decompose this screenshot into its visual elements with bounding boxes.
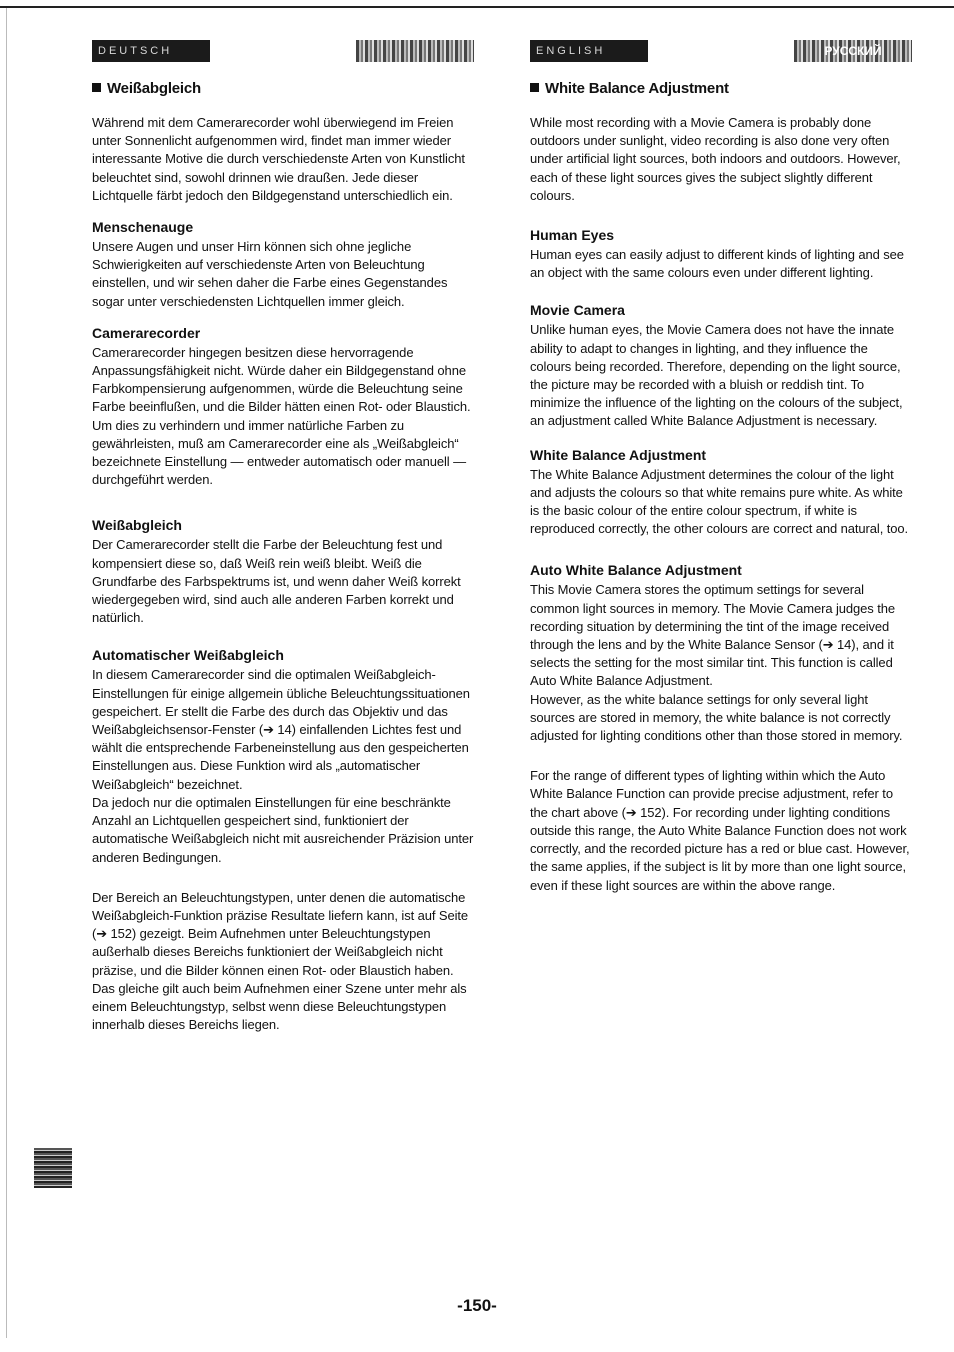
- top-rule: [0, 0, 954, 8]
- square-bullet-icon: [92, 83, 101, 92]
- english-text-auto-white-balance-3: For the range of different types of lighting within which the Auto White Balance Function can provide precise adjustment, refer to the chart above (➔ 152). For recording under lighting conditions outside this range, the Auto White Balance Function does not work correctly, and the recorded picture has a red or blue cast. However, the same applies, if the subject is lit by more than one light source, even if these light sources are within the above range.: [530, 768, 910, 893]
- english-language-tab: ENGLISH: [530, 40, 648, 62]
- english-text-white-balance: The White Balance Adjustment determines the colour of the light and adjusts the colours so that white remains pure white. As white is the basic colour of the entire colour spectrum, if white is reproduced correctly, the other colours are correct and natural, too.: [530, 466, 909, 537]
- german-intro: Während mit dem Camerarecorder wohl überwiegend im Freien unter Sonnenlicht aufgenommen wird, findet man immer wieder interessante Motive die durch verschiedenste Arten von Kunstlicht beleuchtet sind, sowohl drinnen wie draußen. Jede dieser Lichtquelle färbt jedoch den Bildgegenstand unterschiedlich ein.: [92, 115, 465, 203]
- english-text-auto-white-balance: This Movie Camera stores the optimum settings for several common light sources in memory. The Movie Camera judges the recording situation by determining the tint of the image received through the lens and by the White Balance Sensor (➔ 14), and it selects the setting for the most similar tint. This function is called Auto White Balance Adjustment.: [530, 582, 895, 689]
- english-header-bar: [530, 40, 912, 62]
- page-number: -150-: [457, 1296, 497, 1315]
- german-heading-camerarecorder: Camerarecorder: [92, 324, 201, 341]
- english-heading-auto-white-balance: Auto White Balance Adjustment: [530, 562, 742, 579]
- english-text-human-eyes: Human eyes can easily adjust to different kinds of lighting and see an object with the same colours even under different lighting.: [530, 247, 904, 281]
- german-text-camerarecorder: Camerarecorder hingegen besitzen diese hervorragende Anpassungsfähigkeit nicht. Würde daher ein Bildgegenstand ohne Farbkompensierung aufgenommen, würde die Beleuchtung seine Farbe beeinflußen, und die Bilder hätten einen Rot- oder Blaustich. Um dies zu verhindern und immer natürliche Farben zu gewährleisten, muß am Camerarecorder eine als „Weißabgleich“ bezeichnete Einstellung — entweder automatisch oder manuell — durchgeführt werden.: [92, 344, 471, 488]
- german-text-menschenauge: Unsere Augen und unser Hirn können sich ohne jegliche Schwierigkeiten auf verschiedenste Arten von Beleuchtung einstellen, und wir sehen daher die Farbe eines Gegenstandes sogar unter verschiedensten Lichtquellen immer gleich.: [92, 239, 448, 309]
- square-bullet-icon: [530, 83, 539, 92]
- english-text-movie-camera: Unlike human eyes, the Movie Camera does not have the innate ability to adapt to changes in lighting, and they influence the colours being recorded. Therefore, depending on the light source, the picture may be recorded with a bluish or reddish tint. To minimize the influence of the lighting on the colours of the subject, an adjustment called White Balance Adjustment is necessary.: [530, 322, 903, 429]
- english-title: [530, 80, 912, 98]
- english-heading-white-balance: White Balance Adjustment: [530, 446, 707, 463]
- left-margin-rule: [6, 8, 7, 1338]
- german-heading-weissabgleich: Weißabgleich: [92, 517, 182, 534]
- english-title-text: White Balance Adjustment: [545, 80, 729, 97]
- german-text-weissabgleich: Der Camerarecorder stellt die Farbe der Beleuchtung fest und kompensiert diese so, daß Weiß rein weiß bleibt. Weiß die Grundfarbe des Farbspektrums ist, und wenn daher Weiß korrekt wiedergegeben wird, sind auch alle anderen Farben korrekt und natürlich.: [92, 537, 461, 626]
- german-column: [92, 40, 474, 1034]
- german-title-text: Weißabgleich: [107, 80, 202, 97]
- margin-thumb-mark: [34, 1148, 72, 1188]
- german-text-auto-weissabgleich-3: Der Bereich an Beleuchtungstypen, unter denen die automatische Weißabgleich-Funktion präzise Resultate liefern kann, ist auf Seite (➔ 152) gezeigt. Beim Aufnehmen unter Beleuchtungstypen außerhalb dieses Bereichs funktioniert der Weißabgleich nicht präzise, und die Bilder können einen Rot- oder Blaustich haben. Das gleiche gilt auch beim Aufnehmen einer Szene unter mehr als einem Beleuchtungstyp, selbst wenn diese Beleuchtungstypen innerhalb dieses Bereichs liegen.: [92, 889, 469, 1033]
- english-text-auto-white-balance-2: However, as the white balance settings for only several light sources are stored in memory, the white balance is not correctly adjusted for lighting conditions other than those stored in memory.: [530, 691, 903, 744]
- german-ghost-tab: [356, 40, 474, 62]
- english-intro: While most recording with a Movie Camera is probably done outdoors under sunlight, video recording is also done very often under artificial light sources, both indoors and outdoors. However, each of these light sources gives the subject slightly different colours.: [530, 115, 901, 203]
- german-heading-menschenauge: Menschenauge: [92, 219, 194, 236]
- german-heading-auto-weissabgleich: Automatischer Weißabgleich: [92, 647, 284, 664]
- german-text-auto-weissabgleich: In diesem Camerarecorder sind die optimalen Weißabgleich-Einstellungen für einige allgemein übliche Beleuchtungssituationen gespeichert. Er stellt die Farbe des durch das Objektiv und das Weißabgleichsensor-Fenster (➔ 14) einfallenden Lichtes fest und wählt die entsprechende Farbeneinstellung aus den gespeicherten Einstellungen aus. Diese Funktion wird als „automatischer Weißabgleich“ bezeichnet.: [92, 667, 470, 792]
- english-heading-human-eyes: Human Eyes: [530, 227, 615, 244]
- german-header-bar: [92, 40, 474, 62]
- german-language-tab: DEUTSCH: [92, 40, 210, 62]
- german-text-auto-weissabgleich-2: Da jedoch nur die optimalen Einstellungen für eine beschränkte Anzahl an Lichtquellen gespeichert sind, funktioniert der automatische Weißabgleich nicht mit ausreichender Präzision unter anderen Bedingungen.: [92, 794, 474, 865]
- english-ghost-tab: РУССКИЙ: [794, 40, 912, 62]
- german-title: [92, 80, 474, 98]
- english-heading-movie-camera: Movie Camera: [530, 302, 625, 319]
- english-column: [530, 40, 912, 895]
